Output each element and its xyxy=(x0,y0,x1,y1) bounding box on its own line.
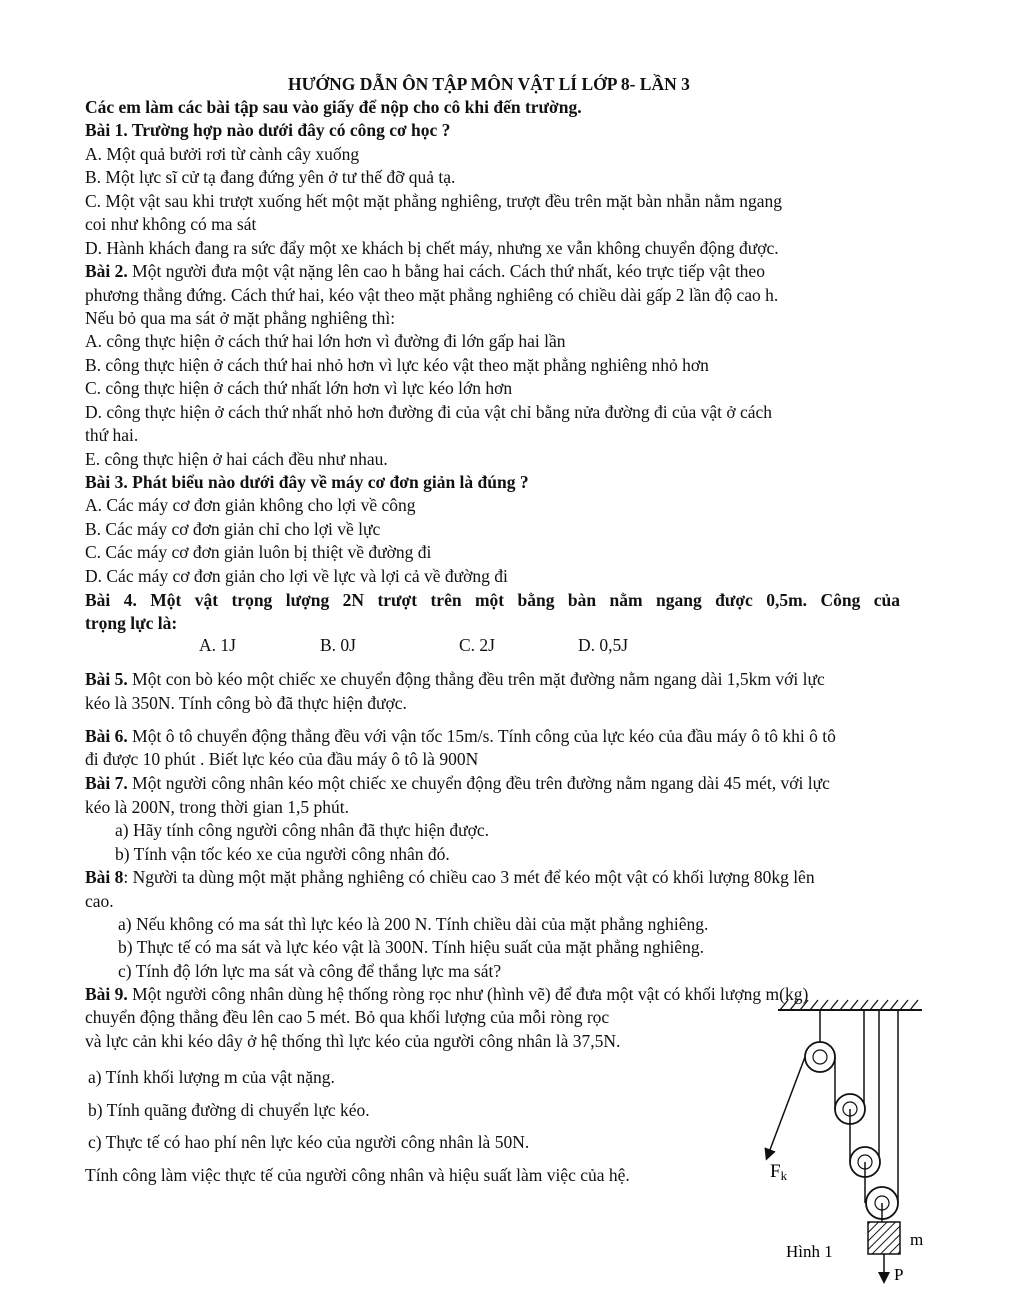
question-8-label: Bài 8 xyxy=(85,867,124,887)
question-2-label: Bài 2. xyxy=(85,261,128,281)
mass-block xyxy=(868,1222,900,1254)
q4-option-c: C. 2J xyxy=(459,635,495,655)
mass-label: m xyxy=(910,1230,924,1249)
question-2 xyxy=(85,260,765,282)
question-9-line-2: chuyển động thẳng đều lên cao 5 mét. Bỏ qua khối lượng của mỗi ròng rọc xyxy=(85,1007,610,1027)
question-9-line-3: và lực cản khi kéo dây ở hệ thống thì lực kéo của người công nhân là 37,5N. xyxy=(85,1031,621,1051)
ceiling-support xyxy=(778,1000,922,1010)
q3-option-a: A. Các máy cơ đơn giản không cho lợi về công xyxy=(85,495,416,515)
q3-option-b: B. Các máy cơ đơn giản chỉ cho lợi về lực xyxy=(85,519,381,539)
q3-option-d: D. Các máy cơ đơn giản cho lợi về lực và lợi cả về đường đi xyxy=(85,566,508,586)
question-4-line-2: trọng lực là: xyxy=(85,613,178,633)
question-6 xyxy=(85,725,836,747)
question-2-text: Một người đưa một vật nặng lên cao h bằng hai cách. Cách thứ nhất, kéo trực tiếp vật theo xyxy=(127,261,765,281)
q1-option-d: D. Hành khách đang ra sức đẩy một xe khách bị chết máy, nhưng xe vẫn không chuyển động được. xyxy=(85,238,779,258)
q9-part-a: a) Tính khối lượng m của vật nặng. xyxy=(88,1067,335,1087)
figure-caption: Hình 1 xyxy=(786,1242,833,1261)
fixed-pulley xyxy=(805,1042,835,1072)
q8-part-b: b) Thực tế có ma sát và lực kéo vật là 300N. Tính hiệu suất của mặt phẳng nghiêng. xyxy=(118,937,704,957)
q9-part-d: Tính công làm việc thực tế của người công nhân và hiệu suất làm việc của hệ. xyxy=(85,1165,630,1185)
q2-option-a: A. công thực hiện ở cách thứ hai lớn hơn vì đường đi lớn gấp hai lần xyxy=(85,331,566,351)
q2-option-b: B. công thực hiện ở cách thứ hai nhỏ hơn vì lực kéo vật theo mặt phẳng nghiêng nhỏ hơn xyxy=(85,355,709,375)
question-3: Bài 3. Phát biểu nào dưới đây về máy cơ đơn giản là đúng ? xyxy=(85,472,529,492)
q8-part-c: c) Tính độ lớn lực ma sát và công để thắng lực ma sát? xyxy=(118,961,502,981)
question-6-label: Bài 6. xyxy=(85,726,128,746)
question-2-line-2: phương thẳng đứng. Cách thứ hai, kéo vật theo mặt phẳng nghiêng có chiều dài gấp 2 lần độ cao h. xyxy=(85,285,779,305)
question-9 xyxy=(85,983,808,1005)
q4-option-b: B. 0J xyxy=(320,635,356,655)
question-7-label: Bài 7. xyxy=(85,773,128,793)
question-2-line-3: Nếu bỏ qua ma sát ở mặt phẳng nghiêng thì: xyxy=(85,308,396,328)
page-title: HƯỚNG DẪN ÔN TẬP MÔN VẬT LÍ LỚP 8- LẦN 3 xyxy=(288,74,690,94)
question-5-text: Một con bò kéo một chiếc xe chuyển động thẳng đều trên mặt đường nằm ngang dài 1,5km với lực xyxy=(127,669,825,689)
question-5 xyxy=(85,668,825,690)
q8-part-a: a) Nếu không có ma sát thì lực kéo là 200 N. Tính chiều dài của mặt phẳng nghiêng. xyxy=(118,914,709,934)
q7-part-a: a) Hãy tính công người công nhân đã thực hiện được. xyxy=(115,820,490,840)
q2-option-d-cont: thứ hai. xyxy=(85,425,139,445)
instructions: Các em làm các bài tập sau vào giấy để nộp cho cô khi đến trường. xyxy=(85,97,582,117)
question-1: Bài 1. Trường hợp nào dưới đây có công cơ học ? xyxy=(85,120,451,140)
question-6-line-2: đi được 10 phút . Biết lực kéo của đầu máy ô tô là 900N xyxy=(85,749,479,769)
question-8-text: : Người ta dùng một mặt phẳng nghiêng có chiều cao 3 mét để kéo một vật có khối lượng 80kg lên xyxy=(123,867,815,887)
question-7 xyxy=(85,772,830,794)
question-4-text: Bài 4. Một vật trọng lượng 2N trượt trên một bằng bàn nằm ngang được 0,5m. Công của xyxy=(85,590,900,610)
q7-part-b: b) Tính vận tốc kéo xe của người công nhân đó. xyxy=(115,844,450,864)
q2-option-c: C. công thực hiện ở cách thứ nhất lớn hơn vì lực kéo lớn hơn xyxy=(85,378,513,398)
question-9-text: Một người công nhân dùng hệ thống ròng rọc như (hình vẽ) để đưa một vật có khối lượng m(kg) xyxy=(127,984,809,1004)
pull-force-arrow xyxy=(768,1057,805,1155)
question-7-text: Một người công nhân kéo một chiếc xe chuyển động đều trên đường nằm ngang dài 45 mét, với lực xyxy=(127,773,830,793)
question-9-label: Bài 9. xyxy=(85,984,128,1004)
q9-part-b: b) Tính quãng đường di chuyển lực kéo. xyxy=(88,1100,370,1120)
question-5-label: Bài 5. xyxy=(85,669,128,689)
question-8-line-2: cao. xyxy=(85,891,114,911)
q1-option-c-cont: coi như không có ma sát xyxy=(85,214,257,234)
question-4 xyxy=(85,589,900,611)
question-7-line-2: kéo là 200N, trong thời gian 1,5 phút. xyxy=(85,797,349,817)
q2-option-e: E. công thực hiện ở hai cách đều như nhau. xyxy=(85,449,388,469)
question-8 xyxy=(85,866,815,888)
pulley-system-figure xyxy=(740,995,990,1300)
question-6-text: Một ô tô chuyển động thẳng đều với vận tốc 15m/s. Tính công của lực kéo của đầu máy ô tô khi ô tô xyxy=(127,726,836,746)
q9-part-c: c) Thực tế có hao phí nên lực kéo của người công nhân là 50N. xyxy=(88,1132,530,1152)
q3-option-c: C. Các máy cơ đơn giản luôn bị thiệt về đường đi xyxy=(85,542,432,562)
q1-option-b: B. Một lực sĩ cử tạ đang đứng yên ở tư thế đỡ quả tạ. xyxy=(85,167,456,187)
q4-option-d: D. 0,5J xyxy=(578,635,629,655)
question-5-line-2: kéo là 350N. Tính công bò đã thực hiện được. xyxy=(85,693,407,713)
force-label: Fk xyxy=(770,1161,788,1183)
weight-label: P xyxy=(894,1265,904,1284)
q4-option-a: A. 1J xyxy=(199,635,236,655)
q2-option-d: D. công thực hiện ở cách thứ nhất nhỏ hơn đường đi của vật chỉ bằng nửa đường đi của vật ở cách xyxy=(85,402,773,422)
q1-option-a: A. Một quả bưởi rơi từ cành cây xuống xyxy=(85,144,360,164)
q1-option-c: C. Một vật sau khi trượt xuống hết một mặt phẳng nghiêng, trượt đều trên mặt bàn nhẵn nằm ngang xyxy=(85,191,783,211)
